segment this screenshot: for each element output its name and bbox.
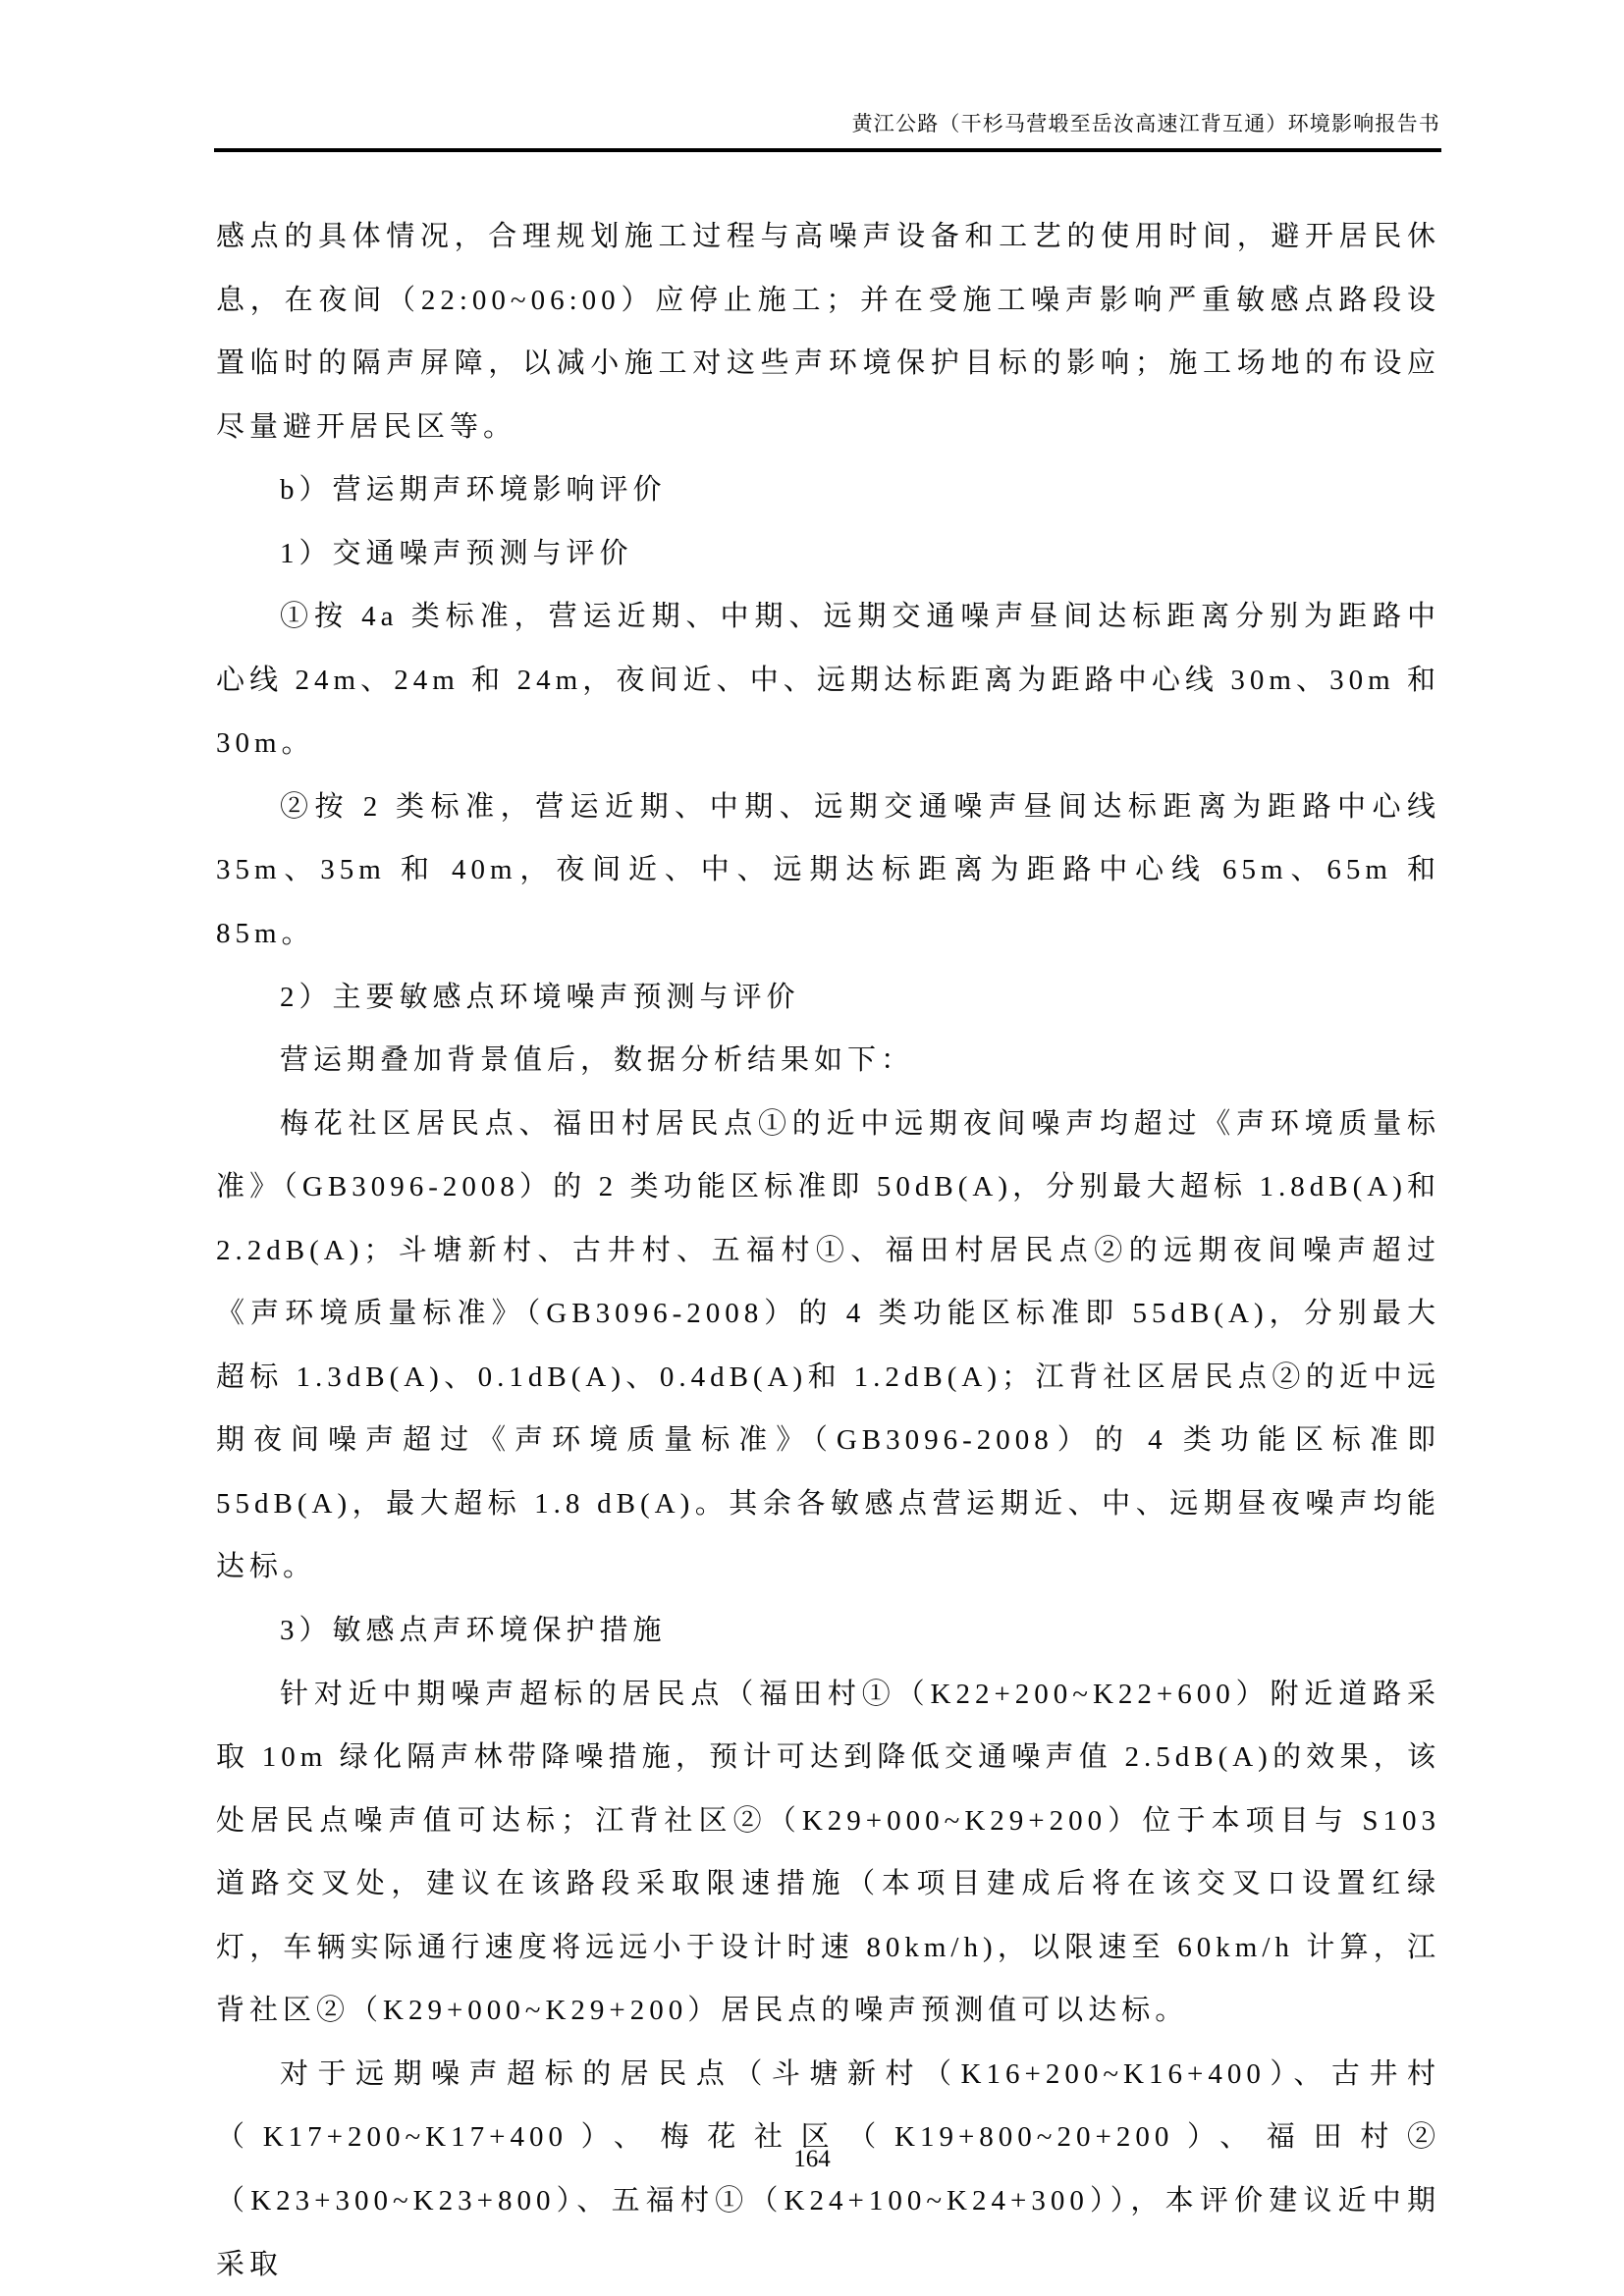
body-paragraph-construction-noise: 感点的具体情况，合理规划施工过程与高噪声设备和工艺的使用时间，避开居民休息，在夜间（22:00~06:00）应停止施工；并在受施工噪声影响严重敏感点路段设置临时的隔声屏障，以减小施工对这些声环境保护目标的影响；施工场地的布设应尽量避开居民区等。: [216, 221, 1440, 443]
body-paragraph-near-mid-term-measures: 针对近中期噪声超标的居民点（福田村①（K22+200~K22+600）附近道路采取 10m 绿化隔声林带降噪措施，预计可达到降低交通噪声值 2.5dB(A)的效果，该处居民点噪声值可达标；江背社区②（K29+000~K29+200）位于本项目与 S103 道路交叉处，建议在该路段采取限速措施（本项目建成后将在该交叉口设置红绿灯，车辆实际通行速度将远远小于设计时速 80km/h)，以限速至 60km/h 计算，江背社区②（K29+000~K29+200）居民点的噪声预测值可以达标。: [216, 1678, 1440, 2027]
heading-sensitive-point-noise-prediction: 2）主要敏感点环境噪声预测与评价: [280, 981, 800, 1013]
body-paragraph-long-term-exceedance: 对于远期噪声超标的居民点（斗塘新村（K16+200~K16+400）、古井村（K17+200~K17+400）、梅花社区（K19+800~20+200）、福田村②（K23+300~K23+800）、五福村①（K24+100~K24+300）），本评价建议近中期采取: [216, 2057, 1440, 2280]
heading-operation-period-noise-assessment: b）营运期声环境影响评价: [280, 474, 667, 507]
heading-traffic-noise-prediction: 1）交通噪声预测与评价: [280, 537, 633, 569]
body-paragraph-class-4a-standard: ①按 4a 类标准，营运近期、中期、远期交通噪声昼间达标距离分别为距路中心线 24m、24m 和 24m，夜间近、中、远期达标距离为距路中心线 30m、30m 和 30m。: [216, 601, 1440, 760]
body-paragraph-exceedance-analysis: 梅花社区居民点、福田村居民点①的近中远期夜间噪声均超过《声环境质量标准》（GB3096-2008）的 2 类功能区标准即 50dB(A)，分别最大超标 1.8dB(A)和 2.2dB(A)；斗塘新村、古井村、五福村①、福田村居民点②的远期夜间噪声超过《声环境质量标准》（GB3096-2008）的 4 类功能区标准即 55dB(A)，分别最大超标 1.3dB(A)、0.1dB(A)、0.4dB(A)和 1.2dB(A)；江背社区居民点②的近中远期夜间噪声超过《声环境质量标准》（GB3096-2008）的 4 类功能区标准即 55dB(A)，最大超标 1.8 dB(A)。其余各敏感点营运期近、中、远期昼夜噪声均能达标。: [216, 1107, 1440, 1583]
header-rule: [214, 148, 1441, 152]
report-header-title: 黄江公路（干杉马营塅至岳汝高速江背互通）环境影响报告书: [851, 112, 1440, 135]
body-paragraph-background-value: 营运期叠加背景值后，数据分析结果如下：: [280, 1044, 915, 1077]
page-number: 164: [793, 2146, 831, 2172]
document-body: [216, 205, 1440, 2296]
heading-protection-measures: 3）敏感点声环境保护措施: [280, 1615, 667, 1647]
body-paragraph-class-2-standard: ②按 2 类标准，营运近期、中期、远期交通噪声昼间达标距离为距路中心线 35m、35m 和 40m，夜间近、中、远期达标距离为距路中心线 65m、65m 和 85m。: [216, 790, 1440, 950]
